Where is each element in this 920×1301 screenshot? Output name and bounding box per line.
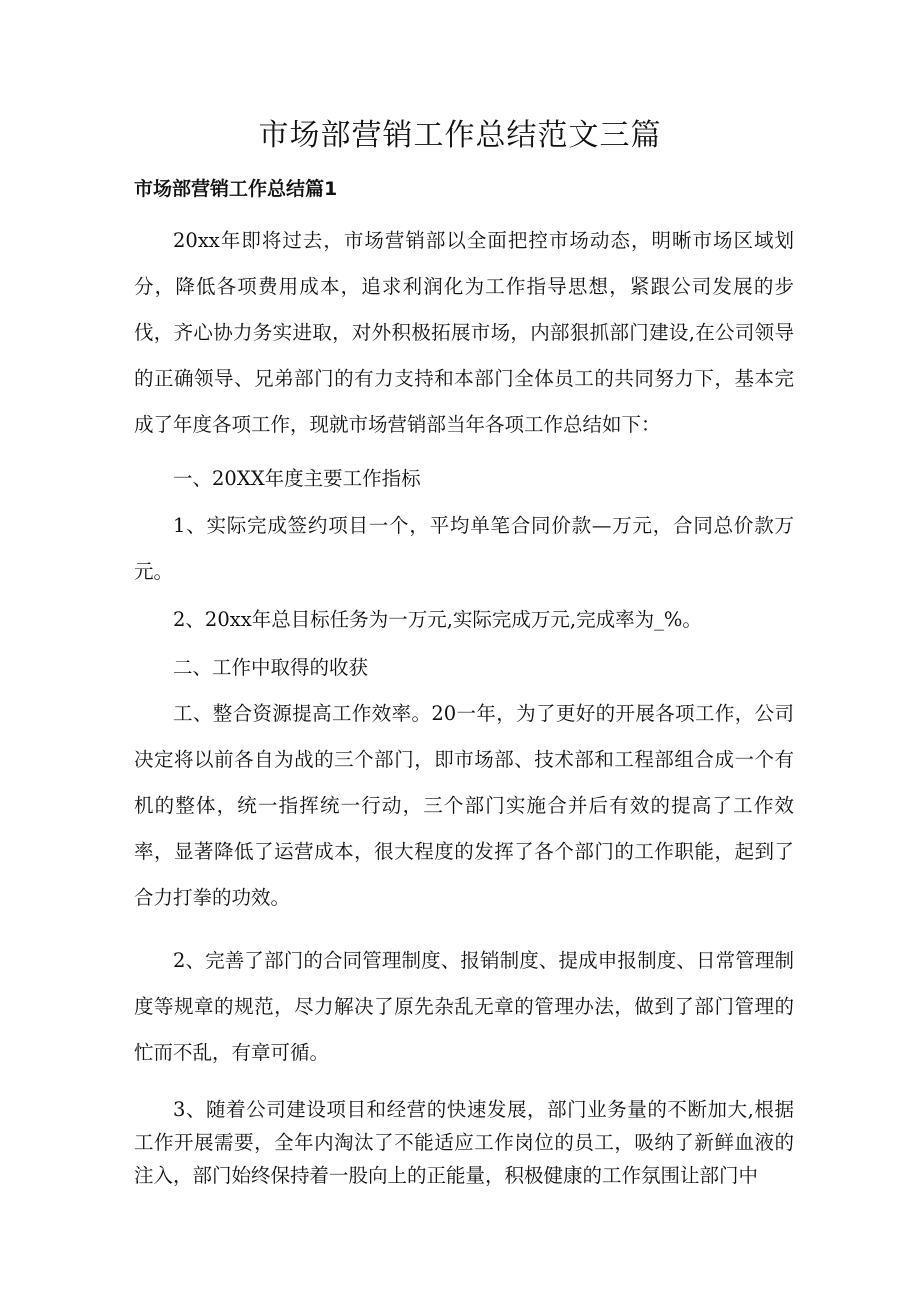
achievement-item-2: 2、完善了部门的合同管理制度、报销制度、提成申报制度、日常管理制度等规章的规范，尽力解决了原先杂乱无章的管理办法，做到了部门管理的忙而不乱，有章可循。	[134, 949, 794, 1064]
subheading-achievements: 二、工作中取得的收获	[173, 656, 369, 679]
achievement-item-1: 工、整合资源提高工作效率。20一年，为了更好的开展各项工作，公司决定将以前各自为战的三个部门，即市场部、技术部和工程部组合成一个有机的整体，统一指挥统一行动，三个部门实施合并后有效的提高了工作效率，显著降低了运营成本，很大程度的发挥了各个部门的工作职能，起到了合力打拳的功效。	[134, 702, 794, 909]
section-heading: 市场部营销工作总结篇1	[134, 178, 338, 200]
document-title: 市场部营销工作总结范文三篇	[258, 118, 662, 153]
achievement-item-3: 3、随着公司建设项目和经营的快速发展，部门业务量的不断加大,根据工作开展需要，全年内淘汰了不能适应工作岗位的员工，吸纳了新鲜血液的注入，部门始终保持着一股向上的正能量，积极健康的工作氛围让部门中	[134, 1098, 794, 1187]
indicator-item-2: 2、20xx年总目标任务为一万元,实际完成万元,完成率为_%。	[173, 608, 702, 631]
subheading-work-indicators: 一、20XX年度主要工作指标	[173, 467, 421, 490]
indicator-item-1: 1、实际完成签约项目一个，平均单笔合同价款—万元，合同总价款万元。	[134, 514, 794, 583]
intro-paragraph: 20xx年即将过去，市场营销部以全面把控市场动态，明晰市场区域划分，降低各项费用成本，追求利润化为工作指导思想，紧跟公司发展的步伐，齐心协力务实进取，对外积极拓展市场，内部狠抓部门建设,在公司领导的正确领导、兄弟部门的有力支持和本部门全体员工的共同努力下，基本完成了年度各项工作，现就市场营销部当年各项工作总结如下：	[134, 229, 794, 436]
